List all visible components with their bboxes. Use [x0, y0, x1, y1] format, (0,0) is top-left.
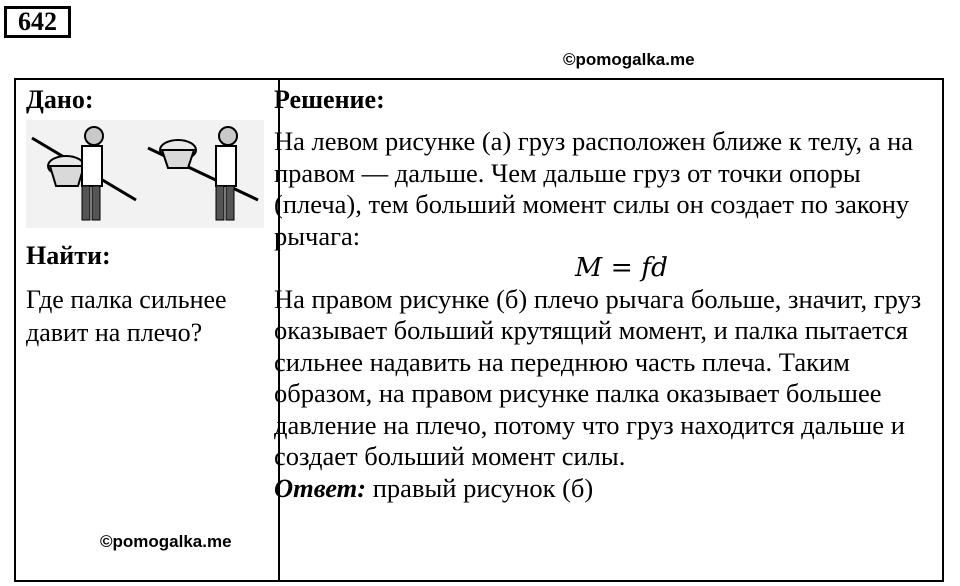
watermark-top: ©pomogalka.me	[563, 50, 695, 69]
answer-label: Ответ:	[274, 472, 367, 503]
answer-line	[274, 473, 939, 505]
figure-b-person-icon	[148, 127, 258, 220]
figure-a-person-icon	[32, 127, 136, 220]
answer-text: правый рисунок (б)	[372, 472, 594, 503]
solution-heading: Решение:	[274, 85, 385, 114]
illustration-figures	[26, 120, 264, 228]
lever-formula: M = fd	[575, 252, 668, 283]
find-question: Где палка сильнее давит на плечо?	[26, 285, 227, 347]
problem-table	[14, 78, 944, 582]
solution-paragraph-1: На левом рисунке (а) груз расположен ближе к телу, а на правом — дальше. Чем дальше груз от точки опоры (плеча), тем больший момент силы он создает по закону рычага:	[274, 126, 914, 251]
watermark-bottom: ©pomogalka.me	[100, 532, 232, 551]
problem-number: 642	[4, 6, 71, 38]
find-heading: Найти:	[26, 241, 111, 270]
solution-body	[274, 126, 939, 504]
given-heading: Дано:	[26, 85, 94, 114]
solution-paragraph-2: На правом рисунке (б) плечо рычага больше, значит, груз оказывает больший крутящий момент, и палка пытается сильнее надавить на переднюю часть плеча. Таким образом, на правом рисунке палка оказывает большее давление на плечо, потому что груз находится дальше и создает больший момент силы.	[274, 283, 922, 471]
